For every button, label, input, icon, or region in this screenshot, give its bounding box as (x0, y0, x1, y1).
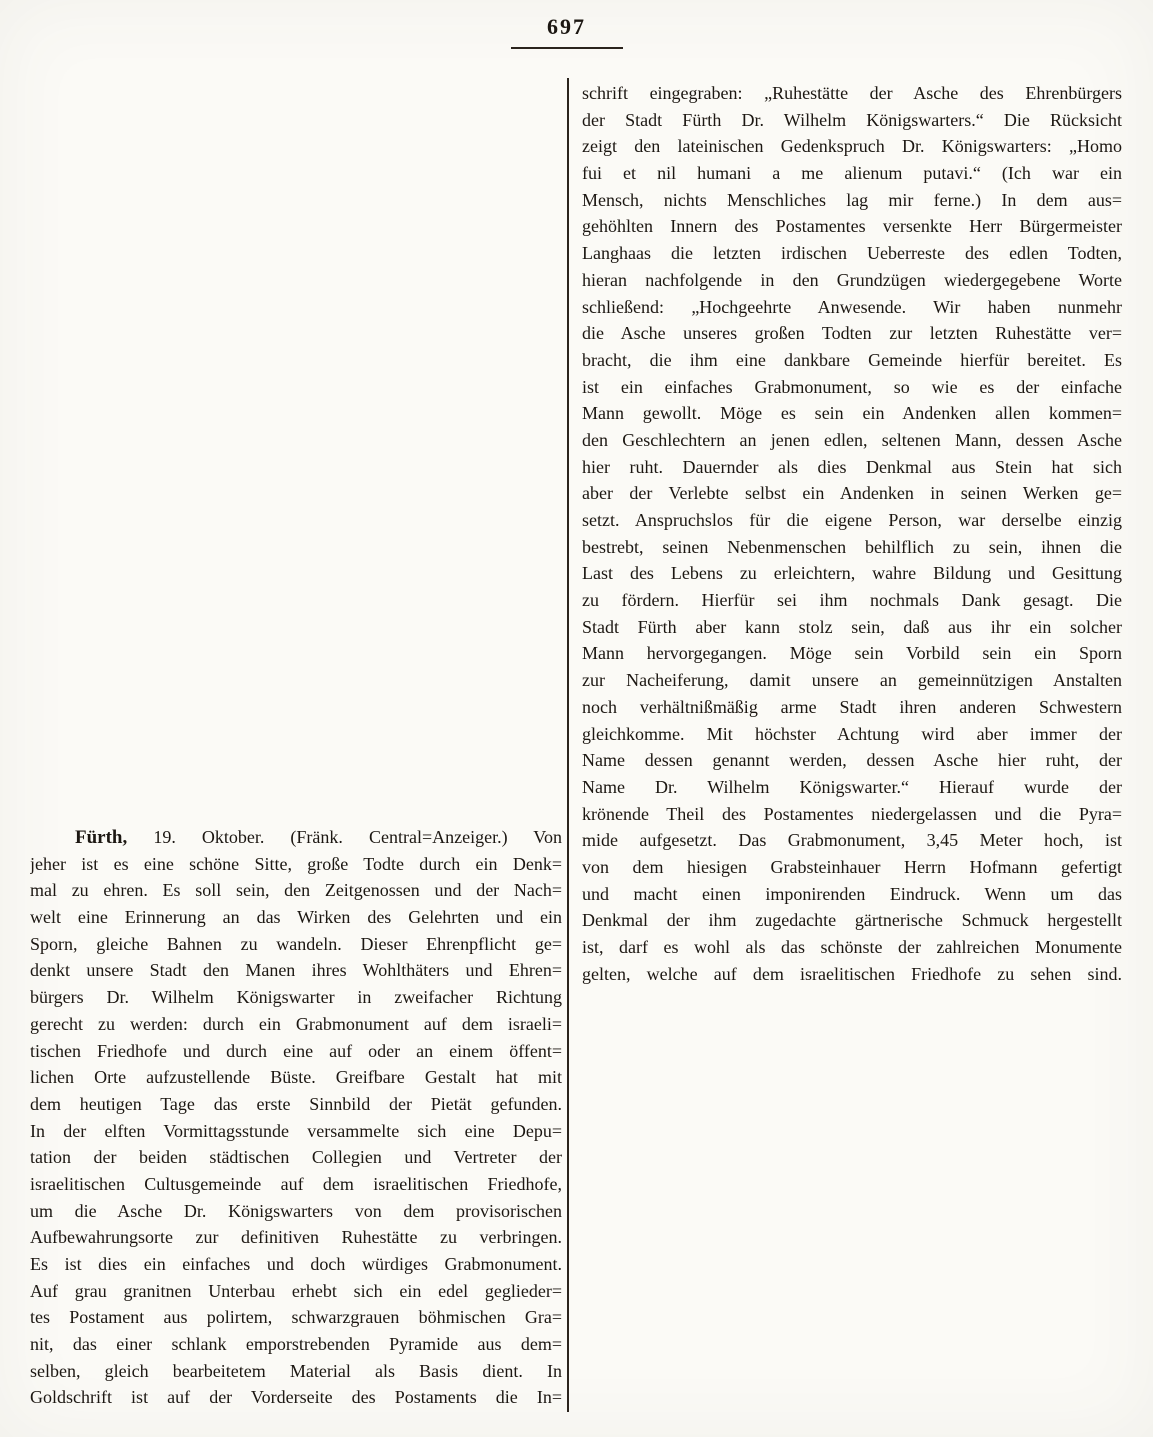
text-line: und macht einen imponirenden Eindruck. Wenn um das (582, 883, 1122, 904)
text-line: Mann hervorgegangen. Möge sein Vorbild sein ein Sporn (582, 643, 1122, 664)
article-dateline (30, 824, 562, 851)
text-line: jeher ist es eine schöne Sitte, große Todte durch ein Denk= (30, 853, 562, 874)
text-line: nit, das einer schlank emporstrebenden Pyramide aus dem= (30, 1334, 562, 1355)
text-line: tischen Friedhofe und durch eine auf oder an einem öffent= (30, 1040, 562, 1061)
text-line: Auf grau granitnen Unterbau erhebt sich ein edel geglieder= (30, 1280, 562, 1301)
text-line: Name dessen genannt werden, dessen Asche hier ruht, der (582, 750, 1122, 771)
page-header (0, 14, 1133, 49)
text-line: Es ist dies ein einfaches und doch würdiges Grabmonument. (30, 1254, 562, 1274)
text-line: bürgers Dr. Wilhelm Königswarter in zweifacher Richtung (30, 987, 562, 1008)
text-line: dem heutigen Tage das erste Sinnbild der Pietät gefunden. (30, 1093, 562, 1114)
text-line: zu fördern. Hierfür sei ihm nochmals Dank gesagt. Die (582, 590, 1122, 611)
text-line: Aufbewahrungsorte zur definitiven Ruhestätte zu verbringen. (30, 1227, 562, 1248)
text-line: bracht, die ihm eine dankbare Gemeinde hierfür bereitet. Es (582, 349, 1122, 370)
text-line: aber der Verlebte selbst ein Andenken in seinen Werken ge= (582, 483, 1122, 504)
page-number-underline (511, 47, 623, 49)
text-line: Name Dr. Wilhelm Königswarter.“ Hierauf wurde der (582, 776, 1122, 797)
text-line: setzt. Anspruchslos für die eigene Person, war derselbe einzig (582, 510, 1122, 530)
text-line: mal zu ehren. Es soll sein, den Zeitgenossen und der Nach= (30, 880, 562, 901)
text-line: hier ruht. Dauernder als dies Denkmal aus Stein hat sich (582, 456, 1122, 477)
text-line: den Geschlechtern an jenen edlen, seltenen Mann, dessen Asche (582, 429, 1122, 450)
text-line: von dem hiesigen Grabsteinhauer Herrn Hofmann gefertigt (582, 856, 1122, 877)
left-column-body (30, 851, 562, 1411)
text-line: Goldschrift ist auf der Vorderseite des Postaments die In= (30, 1387, 562, 1408)
right-column (582, 80, 1122, 987)
text-line: Mensch, nichts Menschliches lag mir ferne.) In dem aus= (582, 189, 1122, 210)
text-line: Denkmal der ihm zugedachte gärtnerische Schmuck hergestellt (582, 910, 1122, 931)
text-line: ist ein einfaches Grabmonument, so wie es der einfache (582, 376, 1122, 397)
column-divider-rule (567, 78, 569, 1412)
text-line: tes Postament aus polirtem, schwarzgrauen böhmischen Gra= (30, 1307, 562, 1328)
text-line: Mann gewollt. Möge es sein ein Andenken allen kommen= (582, 403, 1122, 424)
dateline-city: Fürth, (75, 827, 128, 848)
text-line: mide aufgesetzt. Das Grabmonument, 3,45 Meter hoch, ist (582, 830, 1122, 851)
text-line: gelten, welche auf dem israelitischen Friedhofe zu sehen sind. (582, 963, 1122, 984)
text-line: um die Asche Dr. Königswarters von dem provisorischen (30, 1200, 562, 1221)
text-line: die Asche unseres großen Todten zur letzten Ruhestätte ver= (582, 323, 1122, 344)
text-line: Stadt Fürth aber kann stolz sein, daß aus ihr ein solcher (582, 616, 1122, 637)
text-line: welt eine Erinnerung an das Wirken des Gelehrten und ein (30, 907, 562, 928)
text-line: In der elften Vormittagsstunde versammelte sich eine Depu= (30, 1120, 562, 1141)
text-line: krönende Theil des Postamentes niedergelassen und die Pyra= (582, 803, 1122, 824)
left-column (30, 824, 562, 1411)
text-line: zeigt den lateinischen Gedenkspruch Dr. Königswarters: „Homo (582, 136, 1122, 157)
text-line: schrift eingegraben: „Ruhestätte der Asche des Ehrenbürgers (582, 83, 1122, 103)
text-line: der Stadt Fürth Dr. Wilhelm Königswarters.“ Die Rücksicht (582, 109, 1122, 130)
text-line: selben, gleich bearbeitetem Material als Basis dient. In (30, 1360, 562, 1381)
text-line: ist, darf es wohl als das schönste der zahlreichen Monumente (582, 937, 1122, 957)
text-line: noch verhältnißmäßig arme Stadt ihren anderen Schwestern (582, 696, 1122, 717)
text-line: Last des Lebens zu erleichtern, wahre Bildung und Gesittung (582, 563, 1122, 584)
text-line: bestrebt, seinen Nebenmenschen behilflich zu sein, ihnen die (582, 536, 1122, 557)
text-line: gleichkomme. Mit höchster Achtung wird aber immer der (582, 723, 1122, 744)
text-line: zur Nacheiferung, damit unsere an gemeinnützigen Anstalten (582, 670, 1122, 691)
text-line: tation der beiden städtischen Collegien und Vertreter der (30, 1147, 562, 1168)
right-column-body (582, 80, 1122, 987)
text-line: denkt unsere Stadt den Manen ihres Wohlthäters und Ehren= (30, 960, 562, 981)
text-line: Sporn, gleiche Bahnen zu wandeln. Dieser Ehrenpflicht ge= (30, 933, 562, 954)
text-line: fui et nil humani a me alienum putavi.“ (Ich war ein (582, 163, 1122, 184)
text-line: Langhaas die letzten irdischen Ueberreste des edlen Todten, (582, 243, 1122, 264)
dateline-text: 19. Oktober. (Fränk. Central=Anzeiger.) Von (127, 827, 562, 847)
text-line: israelitischen Cultusgemeinde auf dem israelitischen Friedhofe, (30, 1173, 562, 1194)
text-line: gehöhlten Innern des Postamentes versenkte Herr Bürgermeister (582, 216, 1122, 237)
page-number: 697 (547, 14, 586, 39)
text-line: lichen Orte aufzustellende Büste. Greifbare Gestalt hat mit (30, 1067, 562, 1088)
text-line: gerecht zu werden: durch ein Grabmonument auf dem israeli= (30, 1013, 562, 1034)
text-line: hieran nachfolgende in den Grundzügen wiedergegebene Worte (582, 269, 1122, 290)
text-line: schließend: „Hochgeehrte Anwesende. Wir haben nunmehr (582, 296, 1122, 317)
